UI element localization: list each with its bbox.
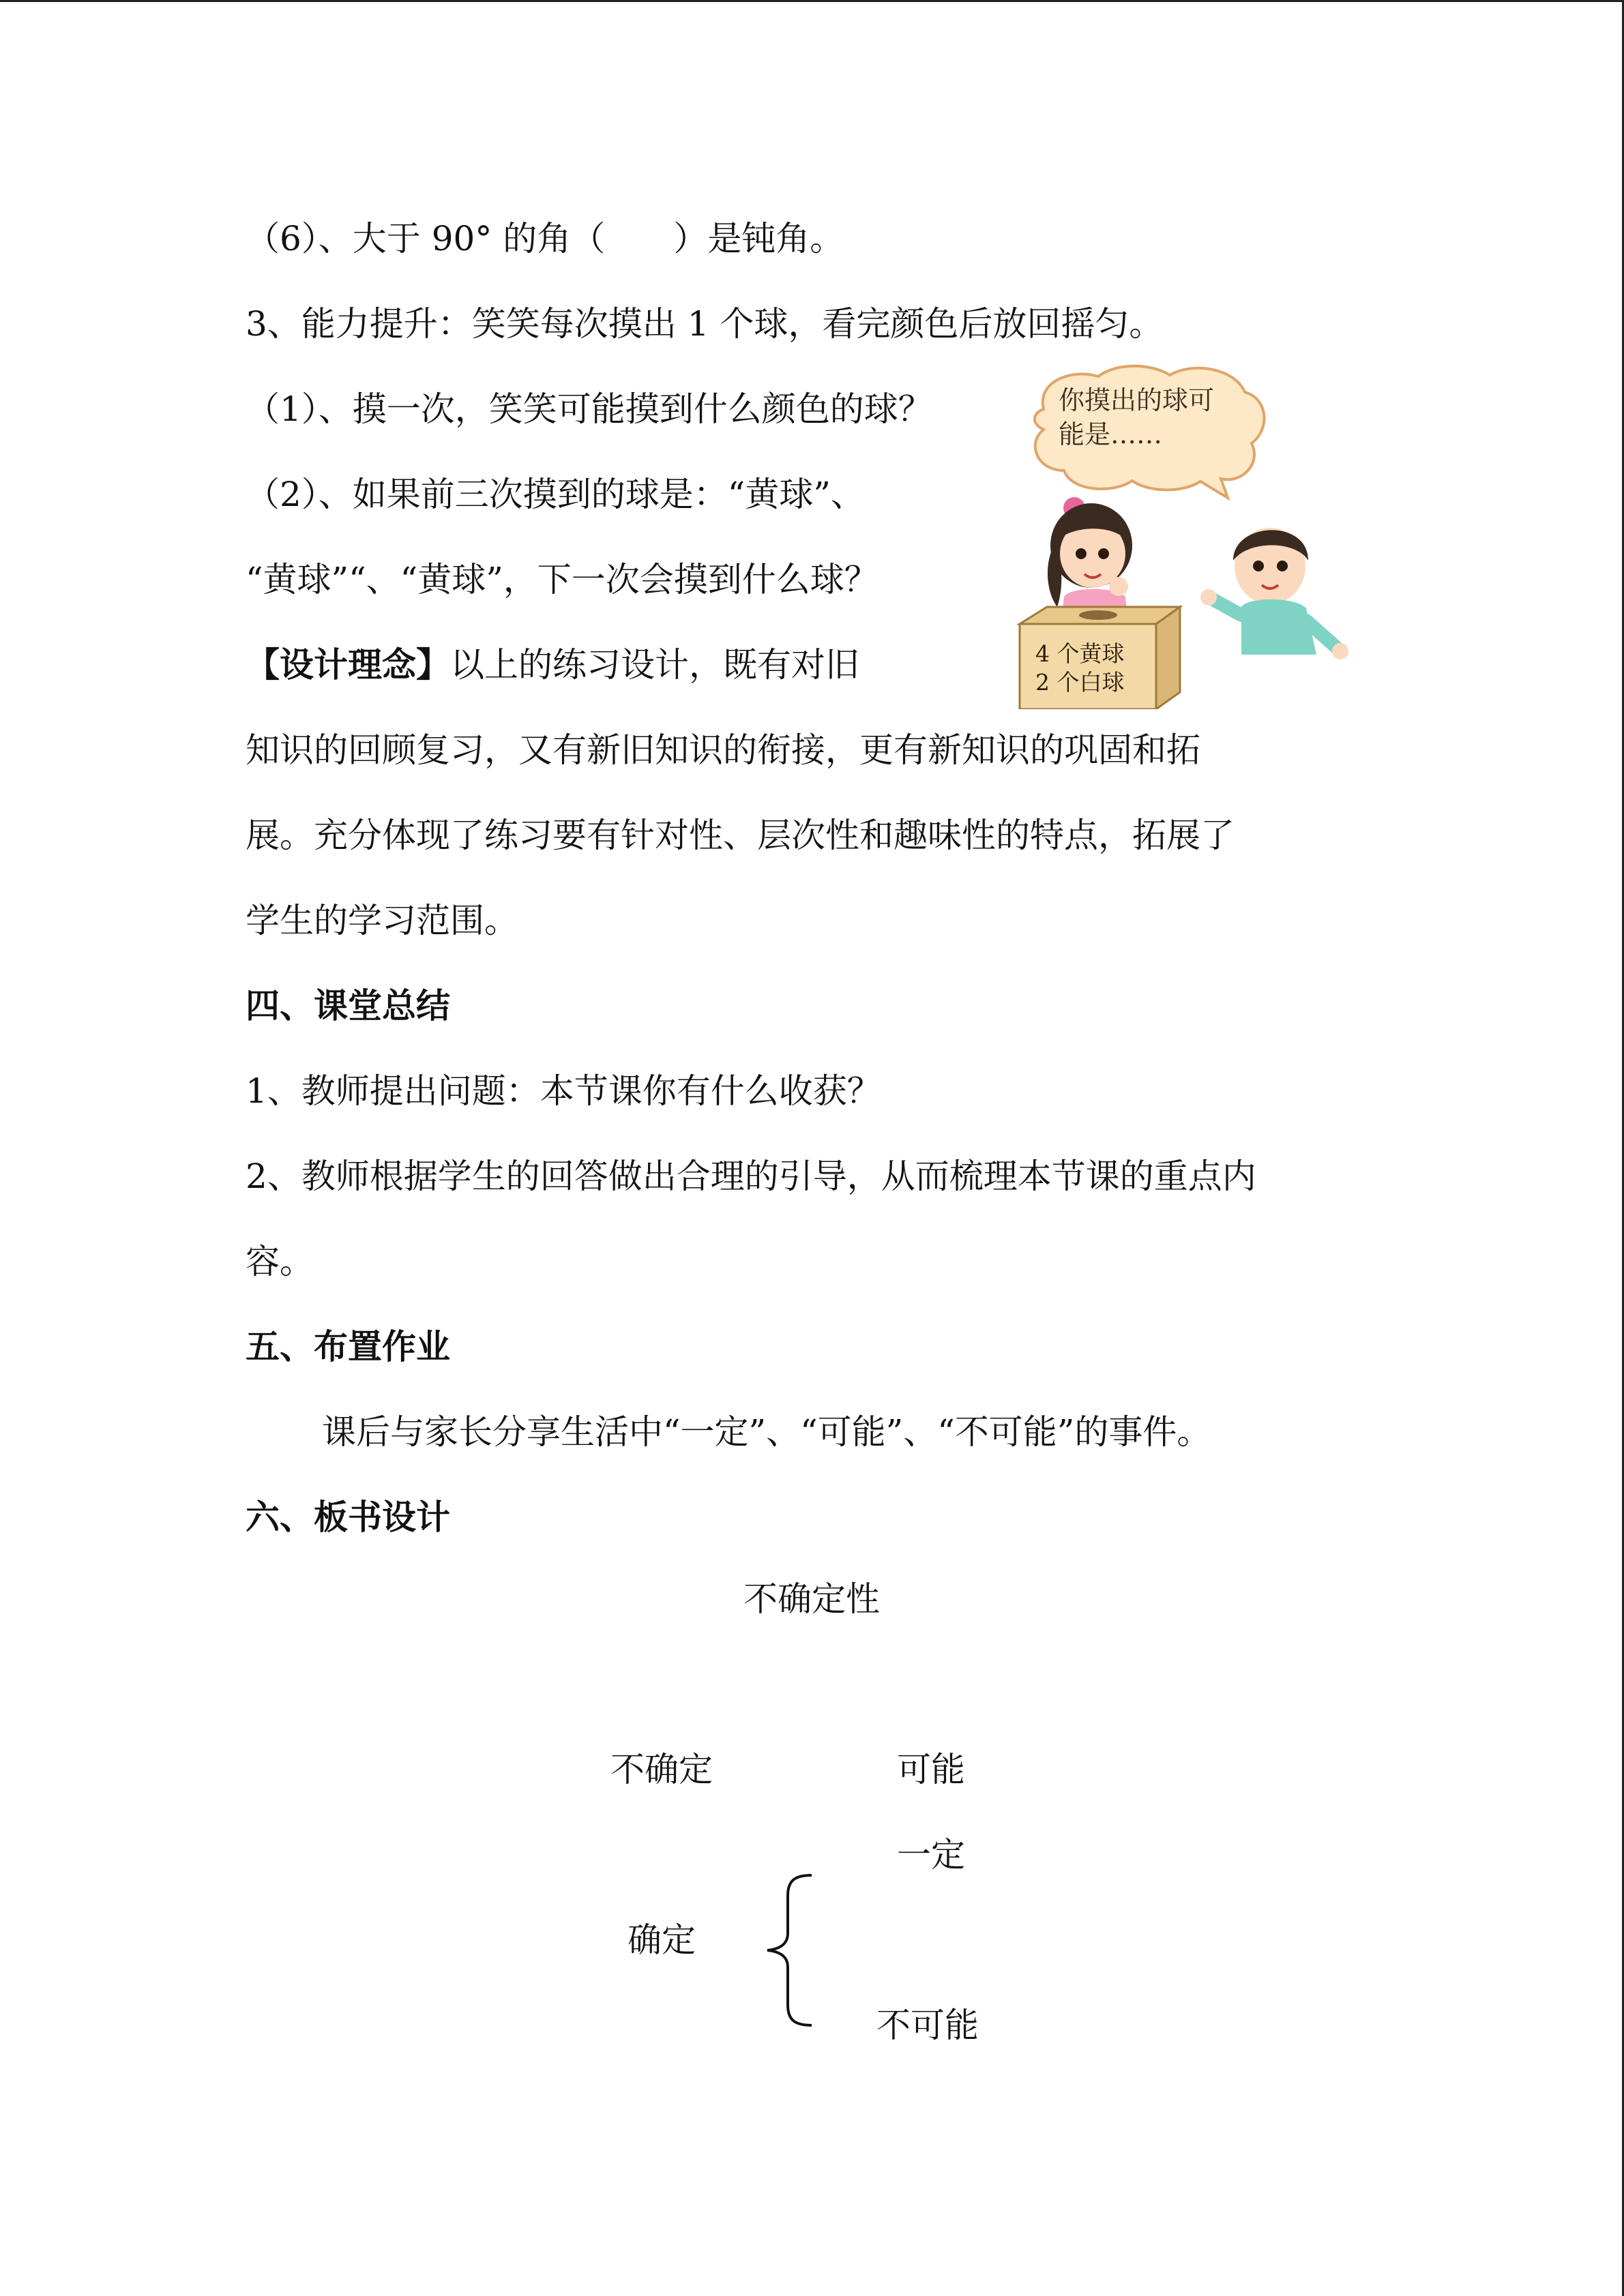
board-title: 不确定性 <box>743 1579 880 1619</box>
curly-brace <box>754 1868 829 2032</box>
text-line-design-2: 知识的回顾复习，又有新旧知识的衔接，更有新知识的巩固和拓 <box>246 730 1200 770</box>
design-concept-text: 以上的练习设计，既有对旧 <box>450 645 859 685</box>
text-line-homework: 课后与家长分享生活中“一定”、“可能”、“不可能”的事件。 <box>322 1412 1211 1452</box>
box-label-yellow: 4 个黄球 <box>1035 640 1125 667</box>
board-uncertain: 不确定 <box>610 1750 713 1789</box>
box-label-white: 2 个白球 <box>1035 669 1125 696</box>
board-possible: 可能 <box>897 1750 965 1789</box>
text-line-question-1: （1）、摸一次，笑笑可能摸到什么颜色的球？ <box>246 389 932 429</box>
text-line-question-2a: （2）、如果前三次摸到的球是：“黄球”、 <box>246 475 865 514</box>
page-border-top <box>0 0 1624 2</box>
text-line-design-3: 展。充分体现了练习要有针对性、层次性和趣味性的特点，拓展了 <box>246 816 1235 855</box>
text-line-design-4: 学生的学习范围。 <box>246 901 518 940</box>
boy-figure <box>1200 528 1348 659</box>
children-ball-box-illustration <box>1016 361 1364 709</box>
heading-board-design: 六、板书设计 <box>246 1497 450 1537</box>
text-line-summary-2: 2、教师根据学生的回答做出合理的引导，从而梳理本节课的重点内 <box>246 1157 1256 1196</box>
heading-homework: 五、布置作业 <box>246 1327 450 1367</box>
text-line-summary-3: 容。 <box>246 1242 314 1281</box>
text-line-question-2b: “黄球”“、“黄球”，下一次会摸到什么球？ <box>246 560 879 599</box>
board-definitely: 一定 <box>897 1835 965 1875</box>
text-line-ability-improve: 3、能力提升：笑笑每次摸出 1 个球，看完颜色后放回摇匀。 <box>246 304 1164 344</box>
text-line-design-concept <box>246 644 859 685</box>
board-certain: 确定 <box>628 1920 696 1960</box>
design-concept-label: 【设计理念】 <box>246 645 450 685</box>
heading-class-summary: 四、课堂总结 <box>246 986 450 1026</box>
text-line-angle-question: （6）、大于 90° 的角（ ）是钝角。 <box>246 219 844 258</box>
bubble-text-line1: 你摸出的球可 <box>1059 385 1215 415</box>
board-impossible: 不可能 <box>876 2006 979 2045</box>
text-line-summary-1: 1、教师提出问题：本节课你有什么收获？ <box>246 1071 881 1111</box>
bubble-text-line2: 能是…… <box>1059 419 1163 449</box>
